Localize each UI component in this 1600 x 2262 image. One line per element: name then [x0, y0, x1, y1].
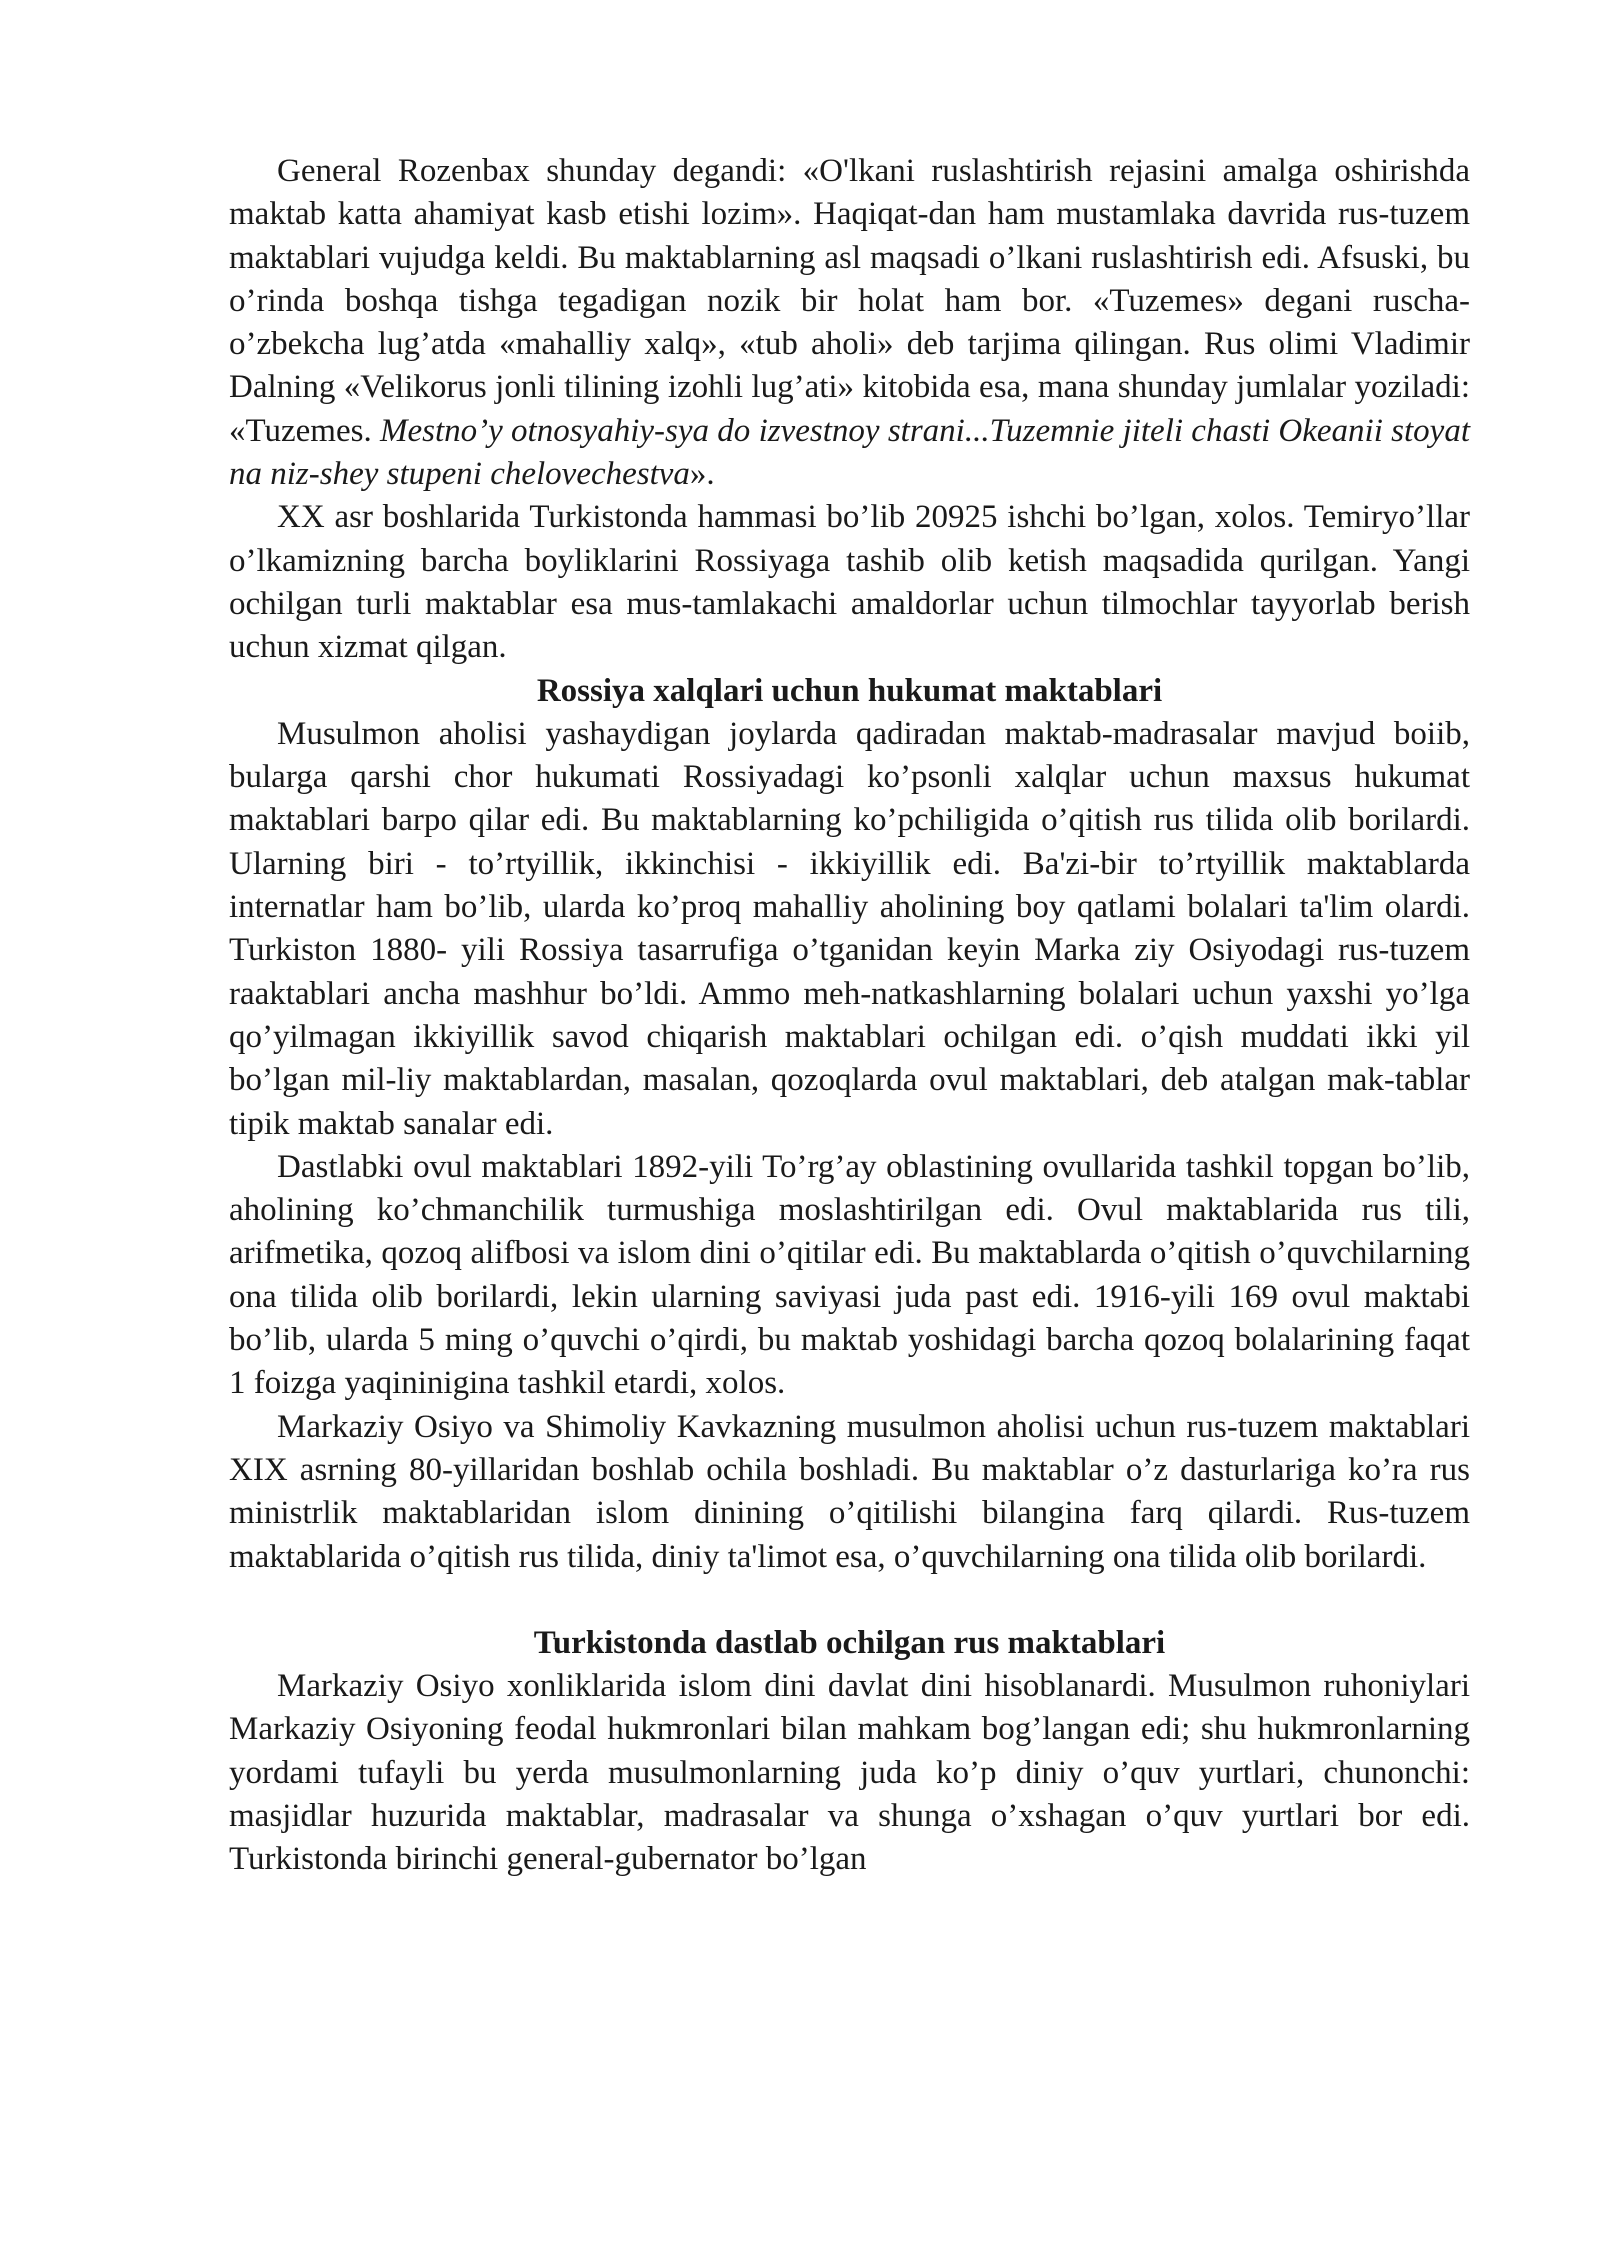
paragraph-rus-tuzem-schools: Markaziy Osiyo va Shimoliy Kavkazning musulmon aholisi uchun rus-tuzem maktablari XIX asrning 80-yillaridan boshlab ochila boshladi. Bu maktablar o’z dasturlariga ko’ra rus ministrlik maktablaridan islom dinining o’qitilishi bilangina farq qilardi. Rus-tuzem maktablarida o’qitish rus tilida, diniy ta'limot esa, o’quvchilarning ona tilida olib borilardi.: [229, 1408, 1470, 1575]
section-heading-turkistan-schools: Turkistonda dastlab ochilgan rus maktablari: [533, 1624, 1166, 1661]
paragraph-ovul-schools: Dastlabki ovul maktablari 1892-yili To’rg’ay oblastining ovullarida tashkil topgan bo’lib, aholining ko’chmanchilik turmushiga moslashtirilgan edi. Ovul maktablarida rus tili, arifmetika, qozoq alifbosi va islom dini o’qitilar edi. Bu maktablarda o’qitish o’quvchilarning ona tilida olib borilardi, lekin ularning saviyasi juda past edi. 1916-yili 169 ovul maktabi bo’lib, ularda 5 ming o’quvchi o’qirdi, bu maktab yoshidagi barcha qozoq bolalarining faqat 1 foizga yaqininigina tashkil etardi, xolos.: [229, 1148, 1470, 1402]
quote-close: ».: [689, 456, 715, 493]
section-spacer: [229, 1579, 1470, 1622]
paragraph-workers: XX asr boshlarida Turkistonda hammasi bo’lib 20925 ishchi bo’lgan, xolos. Temiryo’llar o’lkamizning barcha boyliklarini Rossiyaga tashib olib ketish maqsadida qurilgan. Yangi ochilgan turli maktablar esa mus-tamlakachi amaldorlar uchun tilmochlar tayyorlab berish uchun xizmat qilgan.: [229, 499, 1470, 666]
section-heading-government-schools: Rossiya xalqlari uchun hukumat maktablari: [536, 672, 1163, 709]
paragraph-rozenbax: [229, 150, 1470, 496]
italic-quote: Mestno’y otnosyahiy-sya do izvestnoy strani...Tuzemnie jiteli chasti Okeanii stoyat na niz-shey stupeni chelovechestva: [229, 412, 1470, 493]
document-page: [229, 150, 1470, 1882]
paragraph-central-asia: Markaziy Osiyo xonliklarida islom dini davlat dini hisoblanardi. Musulmon ruhoniylari Markaziy Osiyoning feodal hukmronlari bilan mahkam bog’langan edi; shu hukmronlarning yordami tufayli bu yerda musulmonlarning juda ko’p diniy o’quv yurtlari, chunonchi: masjidlar huzurida maktablar, madrasalar va shunga o’xshagan o’quv yurtlari bor edi. Turkistonda birinchi general-gubernator bo’lgan: [229, 1668, 1470, 1878]
paragraph-text: General Rozenbax shunday degandi: «O'lkani ruslashtirish rejasini amalga oshirishda maktab katta ahamiyat kasb etishi lozim». Haqiqat-dan ham mustamlaka davrida rus-tuzem maktablari vujudga keldi. Bu maktablarning asl maqsadi o’lkani ruslashtirish edi. Afsuski, bu o’rinda boshqa tishga tegadigan nozik bir holat ham bor. «Tuzemes» degani ruscha-o’zbekcha lug’atda «mahalliy xalq», «tub aholi» deb tarjima qilingan. Rus olimi Vladimir Dalning «Velikorus jonli tilining izohli lug’ati» kitobida esa, mana shunday jumlalar yoziladi: «Tuzemes.: [229, 153, 1470, 449]
paragraph-government-schools: Musulmon aholisi yashaydigan joylarda qadiradan maktab-madrasalar mavjud boiib, bularga qarshi chor hukumati Rossiyadagi ko’psonli xalqlar uchun maxsus hukumat maktablari barpo qilar edi. Bu maktablarning ko’pchiligida o’qitish rus tilida olib borilardi. Ularning biri - to’rtyillik, ikkinchisi - ikkiyillik edi. Ba'zi-bir to’rtyillik maktablarda internatlar ham bo’lib, ularda ko’proq mahalliy aholining boy qatlami bolalari ta'lim olardi. Turkiston 1880- yili Rossiya tasarrufiga o’tganidan keyin Marka ziy Osiyodagi rus-tuzem raaktablari ancha mashhur bo’ldi. Ammo meh-natkashlarning bolalari uchun yaxshi yo’lga qo’yilmagan ikkiyillik savod chiqarish maktablari ochilgan edi. o’qish muddati ikki yil bo’lgan mil-liy maktablardan, masalan, qozoqlarda ovul maktablari, deb atalgan mak-tablar tipik maktab sanalar edi.: [229, 715, 1470, 1142]
